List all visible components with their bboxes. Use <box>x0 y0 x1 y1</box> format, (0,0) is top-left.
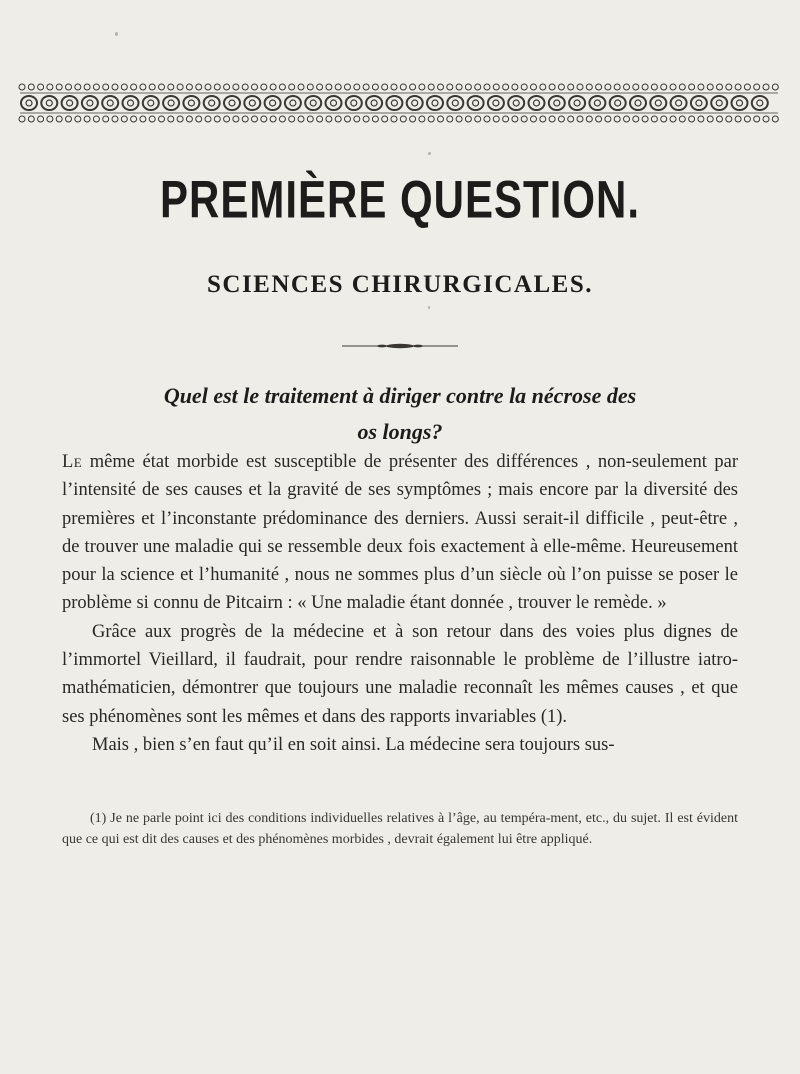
paper-speck <box>115 32 118 36</box>
ornament-ring-center <box>513 100 519 106</box>
ornament-loop <box>493 116 499 122</box>
ornament-ring-center <box>635 100 641 106</box>
ornament-ring <box>529 96 545 110</box>
ornament-ring-center <box>615 100 621 106</box>
ornament-loop <box>47 84 53 90</box>
ornament-loop <box>531 84 537 90</box>
ornament-loop <box>103 116 109 122</box>
ornament-loop <box>345 116 351 122</box>
ornament-loop <box>689 116 695 122</box>
ornament-loop <box>670 84 676 90</box>
ornament-loop <box>93 116 99 122</box>
ornament-loop <box>419 116 425 122</box>
ornament-loop <box>624 116 630 122</box>
body-text <box>62 448 738 759</box>
ornament-ring <box>21 96 37 110</box>
ornamental-header-band <box>18 82 780 124</box>
ornament-loop <box>512 84 518 90</box>
ornament-loop <box>614 84 620 90</box>
ornament-loop <box>298 116 304 122</box>
ornament-loop <box>196 116 202 122</box>
paper-speck <box>428 152 431 155</box>
ornament-loop <box>47 116 53 122</box>
ornament-loop <box>252 116 258 122</box>
ornament-ring <box>386 96 402 110</box>
ornament-loop <box>205 84 211 90</box>
paragraph-1-text: même état morbide est susceptible de présenter des différences , non-seulement par l’intensité de ses causes et la gravité de ses symptômes ; mais encore par la diversité des premières et l’inconstante prédominance des derniers. Aussi serait-il difficile , peut-être , de trouver une maladie qui se ressemble deux fois exactement à elle-même. Heureusement pour la science et l’humanité , nous ne sommes plus d’un siècle où l’on puisse se poser le problème si connu de Pitcairn : « Une maladie étant donnée , trouver le remède. » <box>62 452 738 614</box>
ornament-ring <box>488 96 504 110</box>
ornament-loop <box>549 84 555 90</box>
ornament-ring <box>447 96 463 110</box>
ornament-loop <box>586 116 592 122</box>
ornament-loop <box>214 116 220 122</box>
ornament-loop <box>186 116 192 122</box>
ornament-loop <box>261 84 267 90</box>
ornament-loop <box>558 116 564 122</box>
ornament-loop <box>707 116 713 122</box>
ornament-ring-center <box>168 100 174 106</box>
ornament-loop <box>28 84 34 90</box>
ornament-loop <box>577 116 583 122</box>
ornament-loop <box>391 116 397 122</box>
ornament-loop <box>642 116 648 122</box>
ornament-loop <box>391 84 397 90</box>
ornament-loop <box>131 84 137 90</box>
ornament-loop <box>568 84 574 90</box>
ornament-loop <box>456 116 462 122</box>
ornament-loop <box>186 84 192 90</box>
ornament-loop <box>289 84 295 90</box>
ornament-loop <box>754 116 760 122</box>
ornament-loop <box>642 84 648 90</box>
ornament-loop <box>363 116 369 122</box>
ornament-loop <box>456 84 462 90</box>
ornament-loop <box>224 84 230 90</box>
ornament-loop <box>177 116 183 122</box>
ornament-ring-center <box>270 100 276 106</box>
ornament-ring <box>752 96 768 110</box>
ornament-ring <box>366 96 382 110</box>
paper-speck <box>428 306 430 309</box>
ornament-loop <box>270 84 276 90</box>
ornament-ring <box>82 96 98 110</box>
ornament-loop <box>428 84 434 90</box>
ornament-ring <box>123 96 139 110</box>
ornament-loop <box>465 116 471 122</box>
ornament-loop <box>103 84 109 90</box>
ornament-loop <box>289 116 295 122</box>
ornament-loop <box>112 116 118 122</box>
ornament-ring <box>610 96 626 110</box>
ornament-ring <box>163 96 179 110</box>
ornament-ring-center <box>452 100 458 106</box>
ornament-ring-center <box>209 100 215 106</box>
ornament-loop <box>326 116 332 122</box>
ornament-loop <box>317 116 323 122</box>
ornament-loop <box>772 84 778 90</box>
ornament-loop <box>596 84 602 90</box>
ornament-loop <box>633 116 639 122</box>
ornament-loop <box>521 116 527 122</box>
ornament-loop <box>410 116 416 122</box>
ornament-loop <box>224 116 230 122</box>
footnote <box>62 808 738 850</box>
ornament-loop <box>372 84 378 90</box>
ornament-loop <box>633 84 639 90</box>
ornament-loop <box>261 116 267 122</box>
ornament-loop <box>93 84 99 90</box>
ornament-ring <box>102 96 118 110</box>
ornament-ring-center <box>26 100 32 106</box>
ornament-loop <box>372 116 378 122</box>
ornament-loop <box>19 84 25 90</box>
ornament-loop <box>56 84 62 90</box>
ornament-ring-center <box>128 100 134 106</box>
ornament-loop <box>149 116 155 122</box>
ornament-ring-center <box>229 100 235 106</box>
ornament-loop <box>726 84 732 90</box>
ornament-loop <box>438 116 444 122</box>
ornament-loop <box>670 116 676 122</box>
ornament-loop <box>75 84 81 90</box>
ornament-loop <box>410 84 416 90</box>
ornament-ring-center <box>67 100 73 106</box>
question-line-1: Quel est le traitement à diriger contre la nécrose des <box>163 383 637 408</box>
ornament-loop <box>717 84 723 90</box>
ornament-loop <box>168 116 174 122</box>
ornament-ring-center <box>473 100 479 106</box>
ornament-loop <box>159 116 165 122</box>
section-subtitle: SCIENCES CHIRURGICALES. <box>207 271 593 298</box>
paragraph-2: Grâce aux progrès de la médecine et à son retour dans des voies plus dignes de l’immortel Vieillard, il faudrait, pour rendre raisonnable le problème de l’illustre iatro-mathématicien, démontrer que toujours une maladie reconnaît les mêmes causes , et que ses phénomènes sont les mêmes et dans des rapports invariables (1). <box>62 621 738 727</box>
ornament-ring-center <box>493 100 499 106</box>
ornament-ring-center <box>391 100 397 106</box>
ornament-loop <box>568 116 574 122</box>
ornament-loop <box>233 84 239 90</box>
ornament-loop <box>531 116 537 122</box>
ornament-loop <box>549 116 555 122</box>
ornament-ring-center <box>655 100 661 106</box>
ornament-loop <box>112 84 118 90</box>
ornament-ring-center <box>290 100 296 106</box>
ornament-loop <box>149 84 155 90</box>
ornament-ring-center <box>249 100 255 106</box>
ornament-ring-center <box>331 100 337 106</box>
ornament-loop <box>335 84 341 90</box>
ornament-loop <box>679 84 685 90</box>
ornament-ring-center <box>87 100 93 106</box>
ornament-loop <box>503 84 509 90</box>
ornament-loop <box>140 84 146 90</box>
ornament-loop <box>279 84 285 90</box>
ornament-ring-center <box>716 100 722 106</box>
ornament-loop <box>159 84 165 90</box>
ornament-loop <box>400 116 406 122</box>
ornament-loop <box>735 84 741 90</box>
ornament-loop <box>400 84 406 90</box>
ornament-loop <box>744 84 750 90</box>
question-line-2: os longs? <box>357 419 443 444</box>
decorative-divider <box>340 342 460 350</box>
ornament-loop <box>698 116 704 122</box>
ornament-loop <box>772 116 778 122</box>
ornament-loop <box>698 84 704 90</box>
ornament-ring-center <box>594 100 600 106</box>
ornament-loop <box>614 116 620 122</box>
ornament-ring <box>671 96 687 110</box>
ornament-loop <box>279 116 285 122</box>
ornament-ring <box>508 96 524 110</box>
page-title: PREMIÈRE QUESTION. <box>159 170 641 229</box>
ornament-ring <box>41 96 57 110</box>
ornament-loop <box>354 84 360 90</box>
ornament-loop <box>382 84 388 90</box>
ornament-loop <box>326 84 332 90</box>
ornament-loop <box>651 116 657 122</box>
ornament-loop <box>131 116 137 122</box>
ornament-loop <box>744 116 750 122</box>
ornament-ring <box>711 96 727 110</box>
ornament-loop <box>363 84 369 90</box>
ornament-loop <box>84 84 90 90</box>
ornament-loop <box>121 84 127 90</box>
ornament-ring <box>265 96 281 110</box>
ornament-loop <box>447 116 453 122</box>
ornament-loop <box>540 84 546 90</box>
ornament-ring <box>407 96 423 110</box>
ornament-loop <box>56 116 62 122</box>
ornament-loop <box>66 116 72 122</box>
ornament-ring-center <box>676 100 682 106</box>
ornament-loop <box>493 84 499 90</box>
ornament-loop <box>205 116 211 122</box>
ornament-ring <box>427 96 443 110</box>
ornament-loop <box>19 116 25 122</box>
ornament-loop <box>475 116 481 122</box>
ornament-loop <box>512 116 518 122</box>
ornament-ring-center <box>554 100 560 106</box>
ornament-loop <box>242 84 248 90</box>
ornament-loop <box>726 116 732 122</box>
ornament-loop <box>484 84 490 90</box>
ornament-loop <box>661 84 667 90</box>
ornament-loop <box>270 116 276 122</box>
ornament-ring-center <box>148 100 154 106</box>
question-heading <box>60 378 740 450</box>
ornament-ring <box>244 96 260 110</box>
ornament-loop <box>233 116 239 122</box>
ornament-loop <box>624 84 630 90</box>
ornament-loop <box>252 84 258 90</box>
ornament-ring <box>285 96 301 110</box>
ornament-loop <box>335 116 341 122</box>
ornament-loop <box>140 116 146 122</box>
ornament-ring <box>589 96 605 110</box>
ornament-ring-center <box>371 100 377 106</box>
ornament-loop <box>298 84 304 90</box>
ornament-loop <box>735 116 741 122</box>
ornament-loop <box>763 116 769 122</box>
ornament-loop <box>484 116 490 122</box>
paragraph-lead-word: Le <box>62 452 83 472</box>
ornament-loop <box>605 84 611 90</box>
ornament-loop <box>214 84 220 90</box>
ornament-loop <box>38 116 44 122</box>
ornament-loop <box>707 84 713 90</box>
paragraph-3: Mais , bien s’en faut qu’il en soit ainsi. La médecine sera toujours sus- <box>92 734 615 755</box>
paragraph-1 <box>62 448 738 618</box>
ornament-loop <box>196 84 202 90</box>
ornament-ring-center <box>412 100 418 106</box>
ornament-ring-center <box>188 100 194 106</box>
ornament-loop <box>661 116 667 122</box>
ornament-loop <box>475 84 481 90</box>
ornament-loop <box>382 116 388 122</box>
ornament-ring <box>549 96 565 110</box>
ornament-loop <box>84 116 90 122</box>
ornament-loop <box>586 84 592 90</box>
ornament-ring <box>224 96 240 110</box>
ornament-ring-center <box>737 100 743 106</box>
ornament-loop <box>307 116 313 122</box>
ornament-ring <box>183 96 199 110</box>
ornament-loop <box>754 84 760 90</box>
ornament-ring <box>204 96 220 110</box>
ornament-ring-center <box>534 100 540 106</box>
ornament-loop <box>540 116 546 122</box>
ornament-loop <box>651 84 657 90</box>
ornament-loop <box>428 116 434 122</box>
ornament-loop <box>763 84 769 90</box>
ornament-loop <box>168 84 174 90</box>
ornament-loop <box>577 84 583 90</box>
ornament-loop <box>605 116 611 122</box>
ornament-loop <box>689 84 695 90</box>
ornament-ring <box>569 96 585 110</box>
ornament-ring-center <box>574 100 580 106</box>
ornament-loop <box>419 84 425 90</box>
ornament-ring <box>62 96 78 110</box>
footnote-text: (1) Je ne parle point ici des conditions individuelles relatives à l’âge, au tempéra-ment, etc., du sujet. Il est évident que ce qui est dit des causes et des phénomènes morbides , devrait également lui être appliqué. <box>62 811 738 847</box>
ornament-ring-center <box>310 100 316 106</box>
ornament-loop <box>307 84 313 90</box>
ornament-ring-center <box>757 100 763 106</box>
ornament-loop <box>558 84 564 90</box>
ornament-ring <box>346 96 362 110</box>
ornament-loop <box>345 84 351 90</box>
ornament-ring <box>732 96 748 110</box>
ornament-ring <box>468 96 484 110</box>
ornament-loop <box>317 84 323 90</box>
ornament-loop <box>447 84 453 90</box>
ornament-loop <box>242 116 248 122</box>
ornament-loop <box>503 116 509 122</box>
ornament-loop <box>354 116 360 122</box>
ornament-ring-center <box>696 100 702 106</box>
ornament-loop <box>465 84 471 90</box>
ornament-loop <box>75 116 81 122</box>
ornament-loop <box>38 84 44 90</box>
ornament-ring <box>630 96 646 110</box>
ornament-ring <box>691 96 707 110</box>
ornament-ring-center <box>107 100 113 106</box>
ornament-loop <box>438 84 444 90</box>
ornament-loop <box>66 84 72 90</box>
ornament-ring-center <box>46 100 52 106</box>
ornament-loop <box>679 116 685 122</box>
ornament-ring <box>143 96 159 110</box>
ornament-loop <box>177 84 183 90</box>
ornament-loop <box>521 84 527 90</box>
ornament-loop <box>596 116 602 122</box>
ornament-loop <box>717 116 723 122</box>
ornament-ring-center <box>432 100 438 106</box>
ornament-loop <box>28 116 34 122</box>
ornament-loop <box>121 116 127 122</box>
ornament-ring <box>326 96 342 110</box>
ornament-ring-center <box>351 100 357 106</box>
ornament-ring <box>305 96 321 110</box>
ornament-ring <box>650 96 666 110</box>
